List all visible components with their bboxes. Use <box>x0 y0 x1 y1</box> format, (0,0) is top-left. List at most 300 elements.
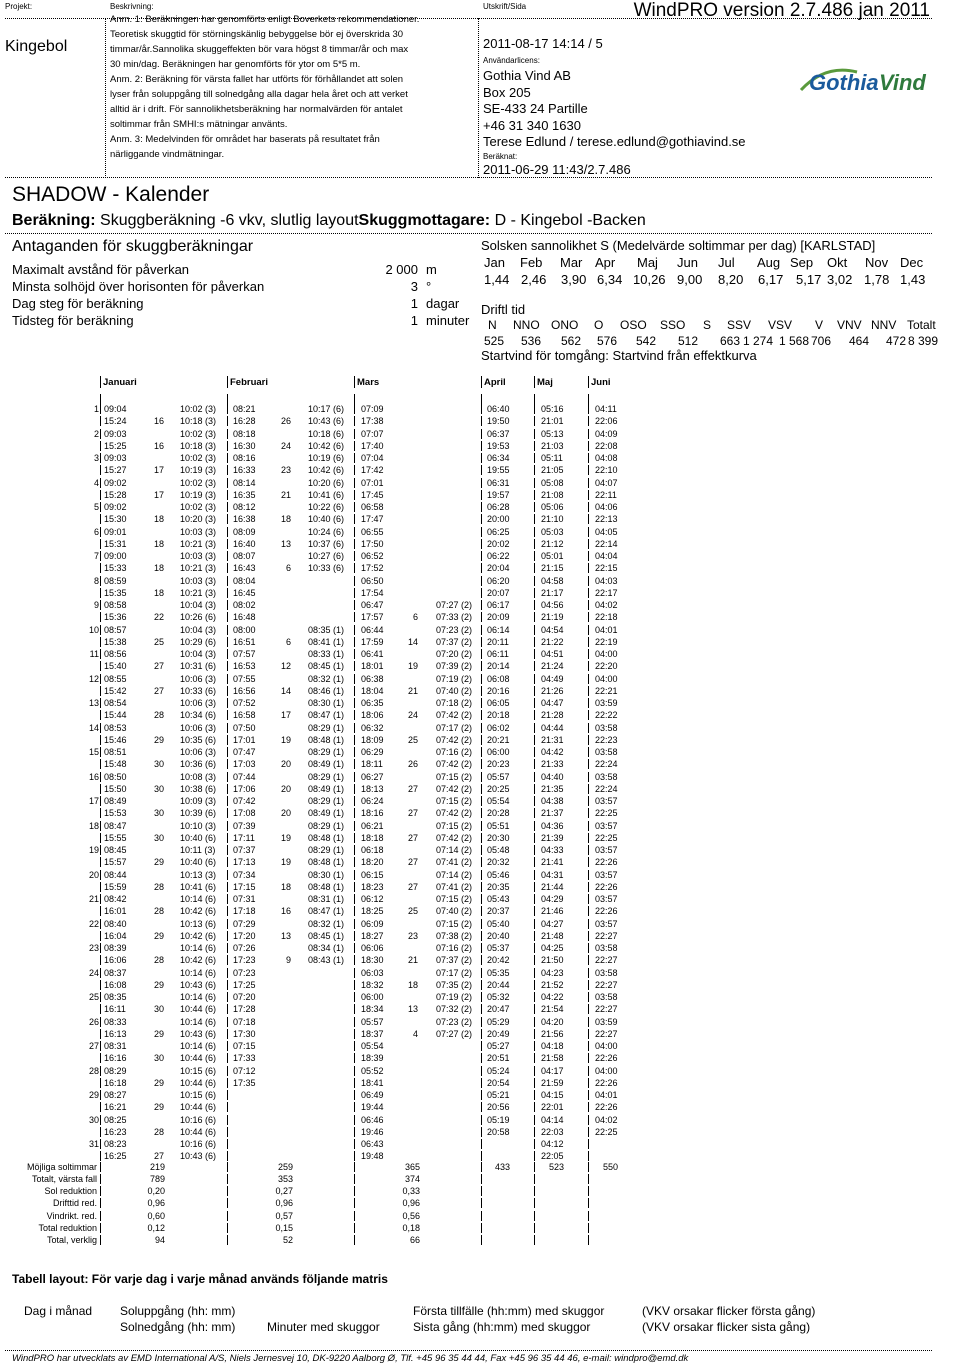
table-rule <box>354 747 355 757</box>
table-rule <box>534 661 535 671</box>
shadow-minutes: 17 <box>153 489 164 500</box>
table-rule <box>534 551 535 561</box>
sunset: 21:22 <box>541 636 564 647</box>
sunset: 22:26 <box>595 906 618 917</box>
sunrise: 07:44 <box>233 771 256 782</box>
shadow-first: 08:35 (1) <box>308 624 345 635</box>
day-number: 28 <box>88 1065 99 1076</box>
shadow-minutes: 28 <box>153 955 164 966</box>
day-number: 16 <box>88 771 99 782</box>
table-rule <box>100 796 101 806</box>
beskrivning-line: Anm. 1: Beräkningen har genomförts enligt Boverkets rekommendationer. <box>110 14 420 25</box>
sunrise: 07:01 <box>361 477 384 488</box>
table-rule <box>227 490 228 500</box>
sunset: 21:33 <box>541 759 564 770</box>
sunset: 20:25 <box>487 783 510 794</box>
table-rule <box>100 1127 101 1137</box>
shadow-first: 10:16 (6) <box>180 1139 217 1149</box>
table-rule <box>354 931 355 941</box>
sunset: 21:44 <box>541 881 564 892</box>
shadow-last: 10:37 (6) <box>308 538 345 549</box>
table-rule <box>588 674 589 684</box>
utskrift-value: 2011-08-17 14:14 / 5 <box>483 36 603 51</box>
table-rule <box>534 674 535 684</box>
sunrise: 06:00 <box>361 992 384 1002</box>
sunset: 22:20 <box>595 661 618 672</box>
sunset: 15:25 <box>104 440 127 451</box>
shadow-minutes: 25 <box>407 906 418 917</box>
sunset: 17:38 <box>361 416 384 427</box>
shadow-last: 10:43 (6) <box>308 416 345 427</box>
day-number: 18 <box>88 820 99 831</box>
mottagare-value: D - Kingebol -Backen <box>494 212 646 229</box>
sunset: 17:15 <box>233 881 256 892</box>
sunrise: 04:23 <box>541 967 564 978</box>
sunshine-month: Okt <box>827 255 848 270</box>
sunrise: 03:59 <box>595 698 618 708</box>
shadow-last: 07:37 (2) <box>436 636 473 647</box>
table-rule <box>588 514 589 524</box>
table-rule <box>227 1004 228 1014</box>
sunset: 22:26 <box>595 1053 618 1064</box>
sunset: 19:55 <box>487 465 510 476</box>
direction-label: NNO <box>513 318 540 332</box>
assumption-unit: ° <box>426 279 432 294</box>
table-rule <box>354 943 355 953</box>
table-rule <box>100 821 101 831</box>
sunset: 17:54 <box>361 587 384 598</box>
shadow-first: 10:19 (6) <box>308 453 345 463</box>
sunrise: 06:31 <box>487 477 510 488</box>
shadow-minutes: 29 <box>153 857 164 868</box>
summary-jan: 789 <box>149 1173 165 1184</box>
sunrise: 07:09 <box>361 404 384 414</box>
shadow-first: 07:14 (2) <box>436 869 473 880</box>
table-rule <box>100 931 101 941</box>
table-rule <box>534 649 535 659</box>
sunrise: 08:12 <box>233 502 256 512</box>
sunrise: 06:43 <box>361 1139 384 1149</box>
day-number: 29 <box>88 1090 99 1100</box>
month-header: Mars <box>357 377 380 388</box>
sunrise: 04:54 <box>541 624 564 635</box>
shadow-last: 10:41 (6) <box>180 881 217 892</box>
sunset: 22:25 <box>595 808 618 819</box>
table-rule <box>481 857 482 867</box>
summary-mar: 0,33 <box>402 1186 420 1196</box>
direction-label: O <box>594 318 604 332</box>
sunrise: 06:14 <box>487 624 510 635</box>
table-rule <box>354 576 355 586</box>
sunset: 20:42 <box>487 955 510 966</box>
table-rule <box>227 394 228 404</box>
summary-feb: 0,96 <box>275 1198 293 1209</box>
table-rule <box>588 943 589 953</box>
sunshine-month: Maj <box>637 255 658 270</box>
sunset: 20:14 <box>487 661 510 672</box>
shadow-first: 07:19 (2) <box>436 673 473 684</box>
sunset: 15:33 <box>104 563 127 574</box>
assumption-label: Dag steg för beräkning <box>12 296 144 311</box>
sunrise: 08:25 <box>104 1114 127 1125</box>
shadow-last: 10:44 (6) <box>180 1077 217 1088</box>
shadow-minutes: 27 <box>407 808 418 819</box>
shadow-last: 10:42 (6) <box>180 906 217 917</box>
sunset: 18:20 <box>361 857 384 868</box>
sunset: 22:11 <box>595 489 617 500</box>
table-rule <box>354 1115 355 1125</box>
table-rule <box>588 429 589 439</box>
table-rule <box>481 931 482 941</box>
direction-value: 536 <box>521 334 542 348</box>
beskrivning-line: 30 min/dag. Beräkningen har genomförts för ytor om 5*5 m. <box>110 59 361 70</box>
table-rule <box>100 710 101 720</box>
table-rule <box>354 710 355 720</box>
shadow-last: 10:38 (6) <box>180 783 217 794</box>
sunset: 22:21 <box>595 685 618 696</box>
sunrise: 03:58 <box>595 771 618 782</box>
table-rule <box>227 857 228 867</box>
table-rule <box>481 1066 482 1076</box>
shadow-first: 10:15 (6) <box>180 1090 217 1100</box>
sunset: 17:13 <box>233 857 256 868</box>
sunset: 20:30 <box>487 832 510 843</box>
sunset: 17:11 <box>233 832 255 843</box>
table-rule <box>354 759 355 769</box>
sunset: 15:40 <box>104 661 127 672</box>
table-rule <box>100 1198 101 1208</box>
shadow-first: 07:16 (2) <box>436 747 473 757</box>
table-rule <box>534 710 535 720</box>
table-rule <box>534 1053 535 1063</box>
sunshine-month: Apr <box>595 255 616 270</box>
sunset: 21:54 <box>541 1004 564 1015</box>
sunset: 16:53 <box>233 661 256 672</box>
table-rule <box>227 894 228 904</box>
sunset: 18:27 <box>361 930 384 941</box>
table-rule <box>588 1090 589 1100</box>
table-rule <box>100 1211 101 1221</box>
sunrise: 04:56 <box>541 600 564 610</box>
table-rule <box>227 514 228 524</box>
table-rule <box>100 551 101 561</box>
sunrise: 09:04 <box>104 404 127 414</box>
table-rule <box>481 376 482 388</box>
table-rule <box>534 1115 535 1125</box>
sunset: 21:19 <box>541 612 564 623</box>
assumption-value: 1 <box>410 313 418 328</box>
sunset: 18:32 <box>361 979 384 990</box>
sunrise: 08:27 <box>104 1090 127 1100</box>
shadow-first: 07:15 (2) <box>436 894 473 904</box>
sunset: 15:46 <box>104 734 127 745</box>
sunset: 22:22 <box>595 710 618 721</box>
utskrift-label: Utskrift/Sida <box>483 2 527 11</box>
shadow-minutes: 28 <box>153 1126 164 1137</box>
shadow-first: 10:11 (3) <box>180 845 216 855</box>
table-rule <box>588 490 589 500</box>
shadow-last: 10:35 (6) <box>180 734 217 745</box>
table-rule <box>588 1151 589 1161</box>
table-rule <box>227 870 228 880</box>
summary-mar: 66 <box>409 1235 420 1245</box>
table-rule <box>534 759 535 769</box>
sunrise: 08:59 <box>104 575 127 586</box>
shadow-first: 07:15 (2) <box>436 796 473 806</box>
shadow-minutes: 21 <box>407 685 418 696</box>
sunset: 17:33 <box>233 1053 256 1064</box>
shadow-first: 10:08 (3) <box>180 771 217 782</box>
shadow-first: 10:03 (3) <box>180 551 217 561</box>
sunrise: 04:42 <box>541 747 564 757</box>
sunrise: 07:29 <box>233 918 256 929</box>
legend-vkv1: (VKV orsakar flicker första gång) <box>642 1304 816 1318</box>
sunrise: 08:57 <box>104 624 127 635</box>
day-number: 21 <box>88 894 99 904</box>
sunrise: 08:44 <box>104 869 127 880</box>
table-rule <box>227 772 228 782</box>
sunrise: 09:02 <box>104 502 127 512</box>
sunrise: 04:11 <box>595 404 617 414</box>
sunset: 22:27 <box>595 979 618 990</box>
sunrise: 06:15 <box>361 869 384 880</box>
table-rule <box>100 1139 101 1149</box>
table-rule <box>100 625 101 635</box>
table-rule <box>481 723 482 733</box>
shadow-last: 10:18 (3) <box>180 416 217 427</box>
sunset: 16:28 <box>233 416 256 427</box>
table-rule <box>588 612 589 622</box>
sunrise: 04:05 <box>595 526 618 537</box>
sunshine-value: 10,26 <box>633 272 666 287</box>
licens-line: Box 205 <box>483 84 531 100</box>
table-rule <box>588 759 589 769</box>
table-rule <box>534 870 535 880</box>
table-rule <box>354 992 355 1002</box>
sunrise: 03:57 <box>595 845 618 855</box>
sunrise: 04:00 <box>595 1065 618 1076</box>
day-number: 14 <box>88 722 99 733</box>
direction-value: 663 <box>720 334 741 348</box>
sunset: 22:26 <box>595 1102 618 1113</box>
table-rule <box>100 772 101 782</box>
sunrise: 08:37 <box>104 967 127 978</box>
table-rule <box>100 698 101 708</box>
shadow-minutes: 9 <box>285 955 291 966</box>
table-rule <box>588 1115 589 1125</box>
sunrise: 05:43 <box>487 894 510 904</box>
legend-last: Sista gång (hh:mm) med skuggor <box>413 1320 591 1334</box>
sunrise: 06:34 <box>487 453 510 463</box>
legend-upp: Soluppgång (hh: mm) <box>120 1304 236 1318</box>
table-rule <box>481 563 482 573</box>
sunrise: 06:08 <box>487 673 510 684</box>
sunrise: 06:00 <box>487 747 510 757</box>
table-rule <box>534 527 535 537</box>
table-rule <box>100 857 101 867</box>
table-rule <box>534 539 535 549</box>
summary-mar: 0,18 <box>402 1222 420 1233</box>
table-rule <box>227 784 228 794</box>
summary-label: Total reduktion <box>38 1222 97 1233</box>
shadow-minutes: 18 <box>407 979 418 990</box>
sunset: 16:38 <box>233 514 256 525</box>
table-rule <box>100 894 101 904</box>
day-number: 26 <box>88 1016 99 1027</box>
shadow-last: 10:44 (6) <box>180 1126 217 1137</box>
table-rule <box>588 894 589 904</box>
sunshine-value: 8,20 <box>718 272 744 287</box>
sunrise: 08:29 <box>104 1065 127 1076</box>
sunset: 18:30 <box>361 955 384 966</box>
sunset: 21:15 <box>541 563 564 574</box>
shadow-first: 08:29 (1) <box>308 722 345 733</box>
table-rule <box>227 968 228 978</box>
table-rule <box>588 1211 589 1221</box>
table-rule <box>588 1102 589 1112</box>
table-rule <box>227 698 228 708</box>
sunrise: 04:17 <box>541 1065 564 1076</box>
shadow-last: 10:19 (3) <box>180 465 217 476</box>
table-rule <box>588 416 589 426</box>
table-rule <box>481 1139 482 1149</box>
shadow-minutes: 18 <box>153 563 164 574</box>
shadow-first: 07:15 (2) <box>436 918 473 929</box>
berakning-label: Beräkning: <box>12 212 96 229</box>
beskrivning-line: lyser från soluppgång till solnedgång alla dagar hela året och att verket <box>110 89 408 100</box>
sunset: 21:35 <box>541 783 564 794</box>
table-rule <box>481 637 482 647</box>
table-rule <box>100 1174 101 1184</box>
table-rule <box>588 1127 589 1137</box>
table-rule <box>354 857 355 867</box>
table-rule <box>227 919 228 929</box>
shadow-first: 10:14 (6) <box>180 894 217 904</box>
sunrise: 08:33 <box>104 1016 127 1027</box>
table-rule <box>534 1127 535 1137</box>
table-rule <box>227 600 228 610</box>
sunset: 19:50 <box>487 416 510 427</box>
table-rule <box>481 625 482 635</box>
sunset: 21:17 <box>541 587 564 598</box>
table-rule <box>227 833 228 843</box>
table-rule <box>481 527 482 537</box>
sunset: 22:17 <box>595 587 618 598</box>
sunrise: 08:47 <box>104 820 127 831</box>
sunrise: 06:06 <box>361 943 384 953</box>
table-rule <box>100 588 101 598</box>
table-rule <box>481 698 482 708</box>
table-rule <box>354 1053 355 1063</box>
table-rule <box>481 1115 482 1125</box>
table-rule <box>100 968 101 978</box>
shadow-last: 10:21 (3) <box>180 538 217 549</box>
table-rule <box>588 478 589 488</box>
shadow-first: 07:19 (2) <box>436 992 473 1002</box>
table-rule <box>227 943 228 953</box>
table-rule <box>354 674 355 684</box>
sunrise: 08:00 <box>233 624 256 635</box>
table-rule <box>227 759 228 769</box>
sunset: 22:25 <box>595 832 618 843</box>
table-rule <box>481 600 482 610</box>
table-rule <box>588 649 589 659</box>
table-rule <box>100 576 101 586</box>
sunset: 16:35 <box>233 489 256 500</box>
table-rule <box>588 833 589 843</box>
sunshine-month: Jun <box>677 255 698 270</box>
shadow-first: 10:06 (3) <box>180 698 217 708</box>
table-rule <box>100 992 101 1002</box>
sunrise: 03:57 <box>595 820 618 831</box>
table-rule <box>481 1198 482 1208</box>
sunset: 17:20 <box>233 930 256 941</box>
sunset: 20:35 <box>487 881 510 892</box>
table-rule <box>354 845 355 855</box>
table-rule <box>354 1162 355 1172</box>
table-rule <box>354 808 355 818</box>
table-rule <box>227 612 228 622</box>
sunset: 17:08 <box>233 808 256 819</box>
table-rule <box>588 870 589 880</box>
footer-rule <box>5 1350 932 1351</box>
sunrise: 04:01 <box>595 624 618 635</box>
summary-jan: 219 <box>149 1161 165 1172</box>
shadow-last: 10:44 (6) <box>180 1102 217 1113</box>
table-rule <box>534 735 535 745</box>
sunrise: 05:35 <box>487 967 510 978</box>
summary-feb: 259 <box>277 1161 293 1172</box>
direction-value: 706 <box>811 334 832 348</box>
sunset: 21:39 <box>541 832 564 843</box>
summary-feb: 353 <box>277 1173 293 1184</box>
table-rule <box>354 1211 355 1221</box>
table-rule <box>227 551 228 561</box>
day-number: 20 <box>88 869 99 880</box>
table-rule <box>588 661 589 671</box>
table-rule <box>588 845 589 855</box>
shadow-last: 07:42 (2) <box>436 734 473 745</box>
table-rule <box>481 845 482 855</box>
sunset: 22:06 <box>595 416 618 427</box>
sunrise: 03:58 <box>595 747 618 757</box>
sunset: 19:48 <box>361 1151 384 1162</box>
table-rule <box>534 394 535 404</box>
sunset: 20:49 <box>487 1028 510 1039</box>
shadow-minutes: 6 <box>285 563 291 574</box>
table-rule <box>588 465 589 475</box>
table-rule <box>227 1078 228 1088</box>
table-rule <box>534 514 535 524</box>
summary-feb: 0,57 <box>275 1210 293 1221</box>
sunrise: 07:07 <box>361 428 384 439</box>
sunrise: 08:51 <box>104 747 127 757</box>
shadow-minutes: 20 <box>280 808 291 819</box>
sunrise: 04:38 <box>541 796 564 806</box>
table-rule <box>588 857 589 867</box>
table-rule <box>534 1174 535 1184</box>
table-rule <box>534 845 535 855</box>
table-rule <box>354 588 355 598</box>
shadow-minutes: 18 <box>153 538 164 549</box>
shadow-last: 10:21 (3) <box>180 563 217 574</box>
table-rule <box>481 1223 482 1233</box>
sunset: 22:19 <box>595 636 618 647</box>
table-rule <box>100 1223 101 1233</box>
sunset: 20:32 <box>487 857 510 868</box>
legend-heading: Tabell layout: För varje dag i varje månad används följande matris <box>12 1272 388 1286</box>
table-rule <box>354 1017 355 1027</box>
